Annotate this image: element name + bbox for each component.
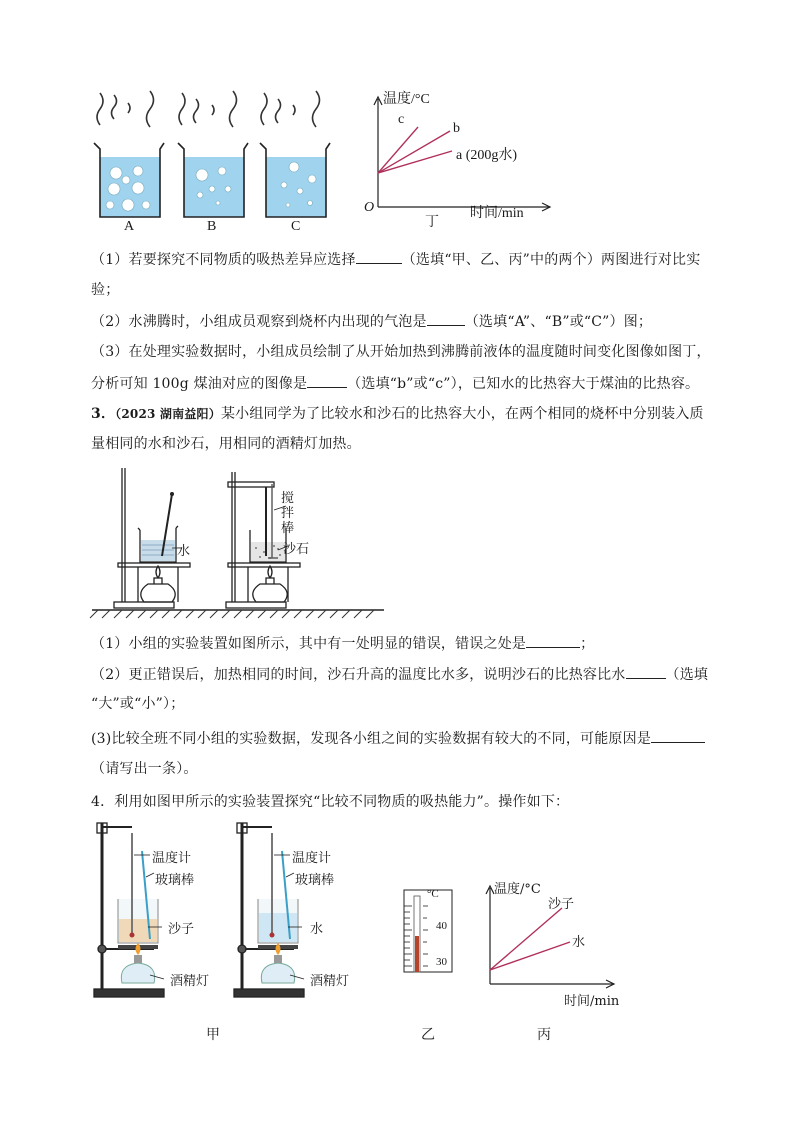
q3-label-sand: 沙石 — [283, 542, 310, 557]
graph-ding-line-c — [378, 127, 418, 173]
q3-label-stir-1: 搅 — [281, 491, 295, 506]
graph-ding-caption: 丁 — [425, 215, 439, 230]
q2-part2: （2）水沸腾时，小组成员观察到烧杯内出现的气泡是 （选填“A”、“B”或“C”）图； — [91, 311, 652, 332]
graph-ding-series-a: a (200g水) — [456, 148, 518, 163]
answer-blank[interactable] — [356, 249, 402, 264]
q4-thermo-tick-30: 30 — [436, 956, 447, 968]
q4-graph-line-water — [490, 942, 570, 970]
beaker-label-c: C — [291, 219, 301, 234]
q3-part2-cont: “大”或“小”）； — [91, 696, 185, 712]
graph-ding-xlabel: 时间/min — [470, 206, 524, 221]
q3-part3-cont: （请写出一条）。 — [91, 761, 198, 777]
graph-ding-ylabel: 温度/°C — [383, 92, 430, 107]
q4-thermometer-liquid — [415, 936, 419, 972]
q2-part3-cont: 分析可知 100g 煤油对应的图像是 （选填“b”或“c”），已知水的比热容大于煤油的比热容。 — [91, 373, 699, 394]
q4-graph-series-sand: 沙子 — [548, 897, 575, 912]
q3-part2: （2）更正错误后，加热相同的时间，沙石升高的温度比水多，说明沙石的比热容比水 （选填 — [91, 664, 708, 685]
answer-blank[interactable] — [651, 728, 705, 743]
q4-graph-xlabel: 时间/min — [564, 994, 620, 1009]
answer-blank[interactable] — [427, 311, 465, 326]
q4-thermo-tick-40: 40 — [436, 920, 447, 932]
q2-part3: （3）在处理实验数据时，小组成员绘制了从开始加热到沸腾前液体的温度随时间变化图像如图丁， — [91, 344, 711, 360]
beaker-label-b: B — [207, 219, 217, 234]
q4-left-label-lamp: 酒精灯 — [170, 974, 210, 989]
q4-stem: 4．利用如图甲所示的实验装置探究“比较不同物质的吸热能力”。操作如下： — [91, 794, 570, 810]
q4-graph-ylabel: 温度/°C — [494, 882, 541, 897]
answer-blank[interactable] — [626, 664, 666, 679]
q3-stem: 3．（2023 湖南益阳）某小组同学为了比较水和沙石的比热容大小，在两个相同的烧杯中分别装入质 — [91, 406, 704, 422]
q3-label-stir-3: 棒 — [281, 521, 295, 536]
answer-blank[interactable] — [307, 373, 347, 388]
beaker-label-a: A — [124, 219, 135, 234]
caption-yi: 乙 — [421, 1027, 435, 1043]
graph-ding-origin: O — [364, 200, 375, 215]
q4-right-label-glass-rod: 玻璃棒 — [295, 873, 335, 888]
caption-jia: 甲 — [206, 1027, 220, 1043]
graph-ding-series-c: c — [398, 112, 405, 127]
graph-ding-line-b — [378, 131, 450, 173]
q3-label-water: 水 — [177, 544, 191, 559]
q2-part1-cont: 验； — [91, 282, 120, 298]
graph-ding-line-a — [378, 151, 452, 173]
q4-right-label-thermometer: 温度计 — [292, 851, 332, 866]
q4-left-label-glass-rod: 玻璃棒 — [155, 873, 195, 888]
q2-part1: （1）若要探究不同物质的吸热差异应选择 （选填“甲、乙、丙”中的两个）两图进行对比实 — [91, 249, 700, 270]
q3-stem-cont: 量相同的水和沙石，用相同的酒精灯加热。 — [91, 436, 361, 452]
q3-part1: （1）小组的实验装置如图所示，其中有一处明显的错误，错误之处是 ； — [91, 633, 594, 654]
beaker-figure — [88, 85, 338, 240]
q4-left-label-thermometer: 温度计 — [152, 851, 192, 866]
q4-right-label-lamp: 酒精灯 — [310, 974, 350, 989]
q3-apparatus-figure — [88, 460, 388, 620]
q4-graph-series-water: 水 — [572, 935, 586, 950]
q4-graph-line-sand — [490, 908, 562, 970]
q4-thermo-unit: °C — [427, 888, 439, 900]
q3-part3: (3)比较全班不同小组的实验数据，发现各小组之间的实验数据有较大的不同，可能原因是 — [91, 728, 705, 749]
graph-ding-series-b: b — [453, 121, 460, 136]
q3-label-stir-2: 拌 — [281, 506, 295, 521]
q4-left-label-sand: 沙子 — [168, 922, 195, 937]
answer-blank[interactable] — [526, 633, 580, 648]
caption-bing: 丙 — [537, 1027, 551, 1043]
q4-right-label-water: 水 — [310, 922, 324, 937]
